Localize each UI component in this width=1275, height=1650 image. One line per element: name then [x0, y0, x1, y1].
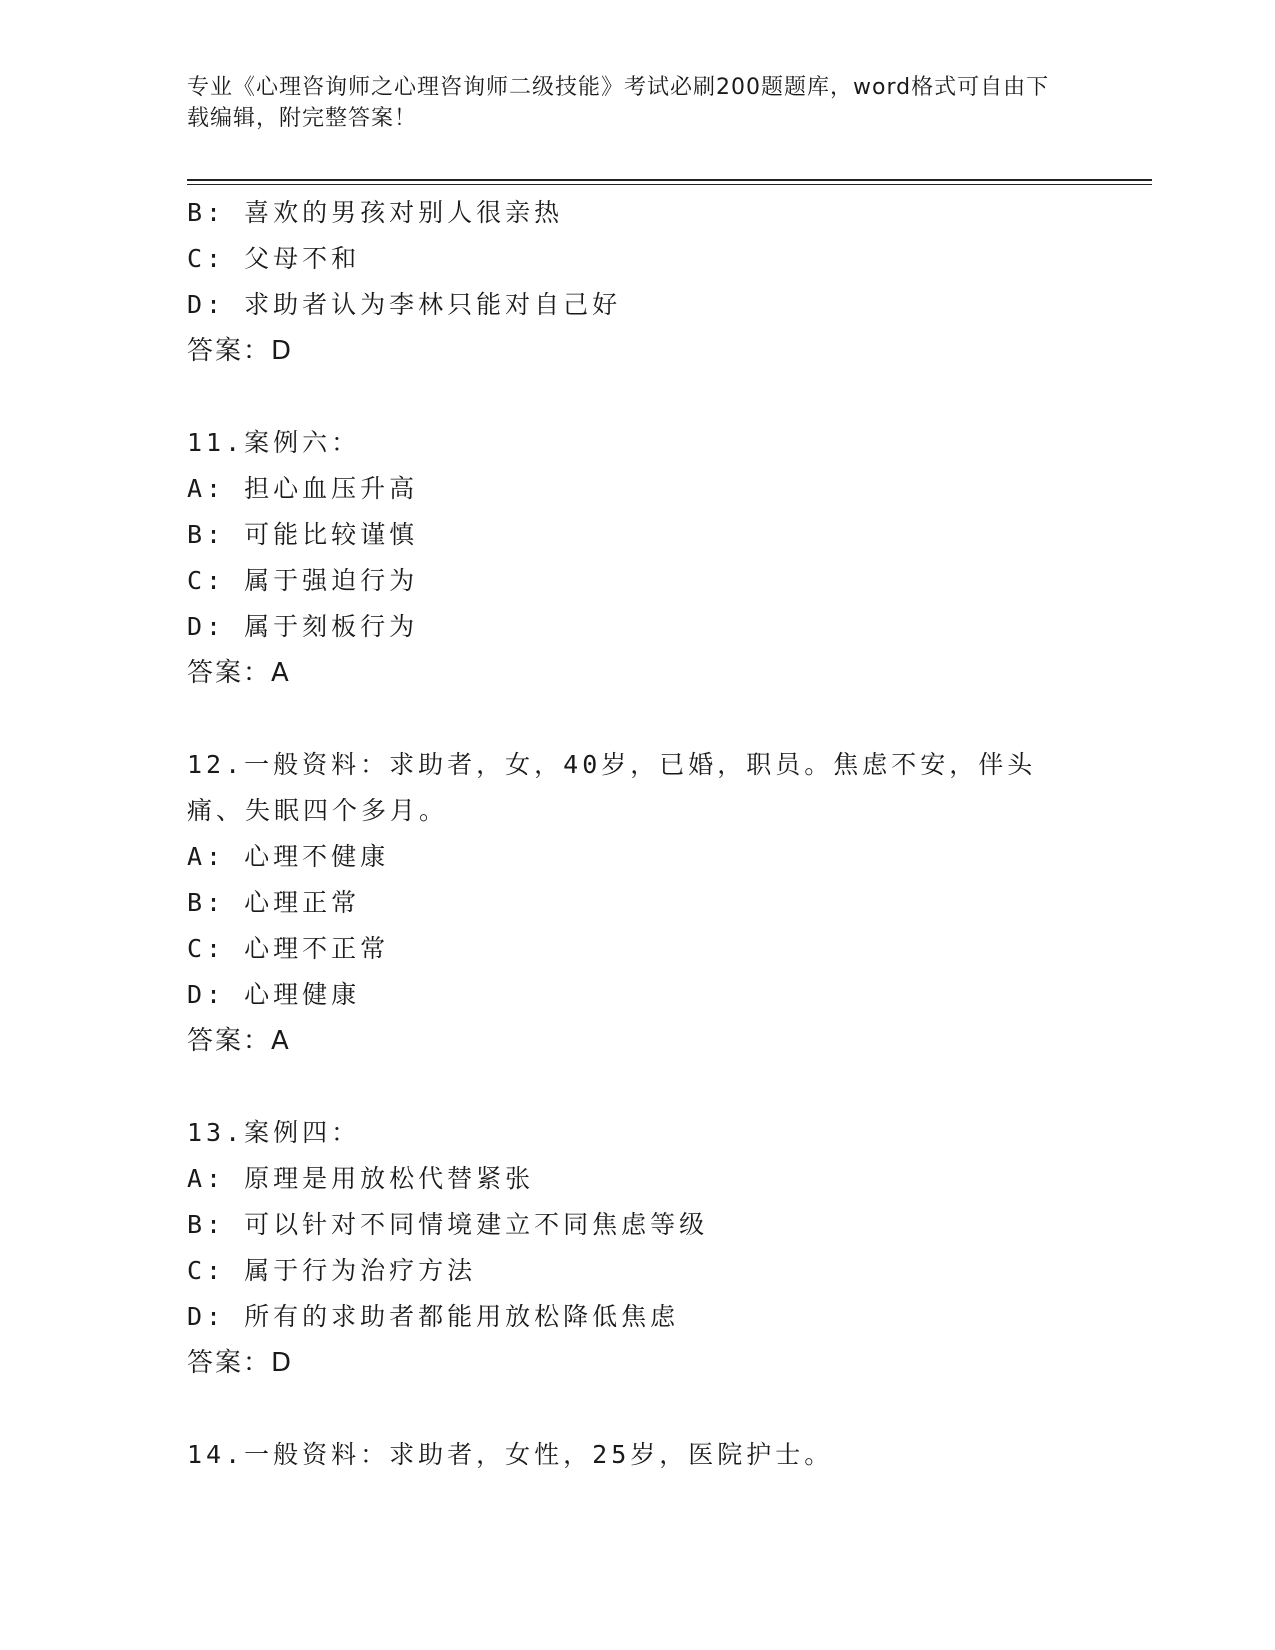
option-line: D: 求助者认为李林只能对自己好: [187, 290, 622, 319]
option-line: A: 心理不健康: [187, 842, 390, 871]
answer-line: 答案：D: [187, 336, 294, 366]
option-line: C: 父母不和: [187, 244, 361, 273]
option-line: D: 所有的求助者都能用放松降低焦虑: [187, 1302, 680, 1331]
option-line: B: 可能比较谨慎: [187, 520, 419, 549]
option-line: B: 喜欢的男孩对别人很亲热: [187, 198, 564, 227]
header-divider-thick: [187, 179, 1152, 181]
option-line: C: 属于行为治疗方法: [187, 1256, 477, 1285]
question-list: [187, 190, 1087, 1478]
option-line: B: 可以针对不同情境建立不同焦虑等级: [187, 1210, 709, 1239]
option-line: C: 属于强迫行为: [187, 566, 419, 595]
header-divider-thin: [187, 184, 1152, 185]
answer-line: 答案：D: [187, 1348, 294, 1378]
question-title: 11.案例六：: [187, 428, 361, 457]
document-header: 专业《心理咨询师之心理咨询师二级技能》考试必刷200题题库，word格式可自由下载编辑，附完整答案！: [187, 75, 1050, 131]
question-title: 14.一般资料：求助者，女性，25岁，医院护士。: [187, 1440, 834, 1469]
option-line: D: 心理健康: [187, 980, 361, 1009]
option-line: D: 属于刻板行为: [187, 612, 419, 641]
option-line: B: 心理正常: [187, 888, 361, 917]
option-line: A: 担心血压升高: [187, 474, 419, 503]
question-title: 12.一般资料：求助者，女，40岁，已婚，职员。焦虑不安，伴头痛、失眠四个多月。: [187, 750, 1037, 825]
option-line: C: 心理不正常: [187, 934, 390, 963]
option-line: A: 原理是用放松代替紧张: [187, 1164, 535, 1193]
answer-line: 答案：A: [187, 1026, 291, 1056]
question-title: 13.案例四：: [187, 1118, 361, 1147]
answer-line: 答案：A: [187, 658, 291, 688]
